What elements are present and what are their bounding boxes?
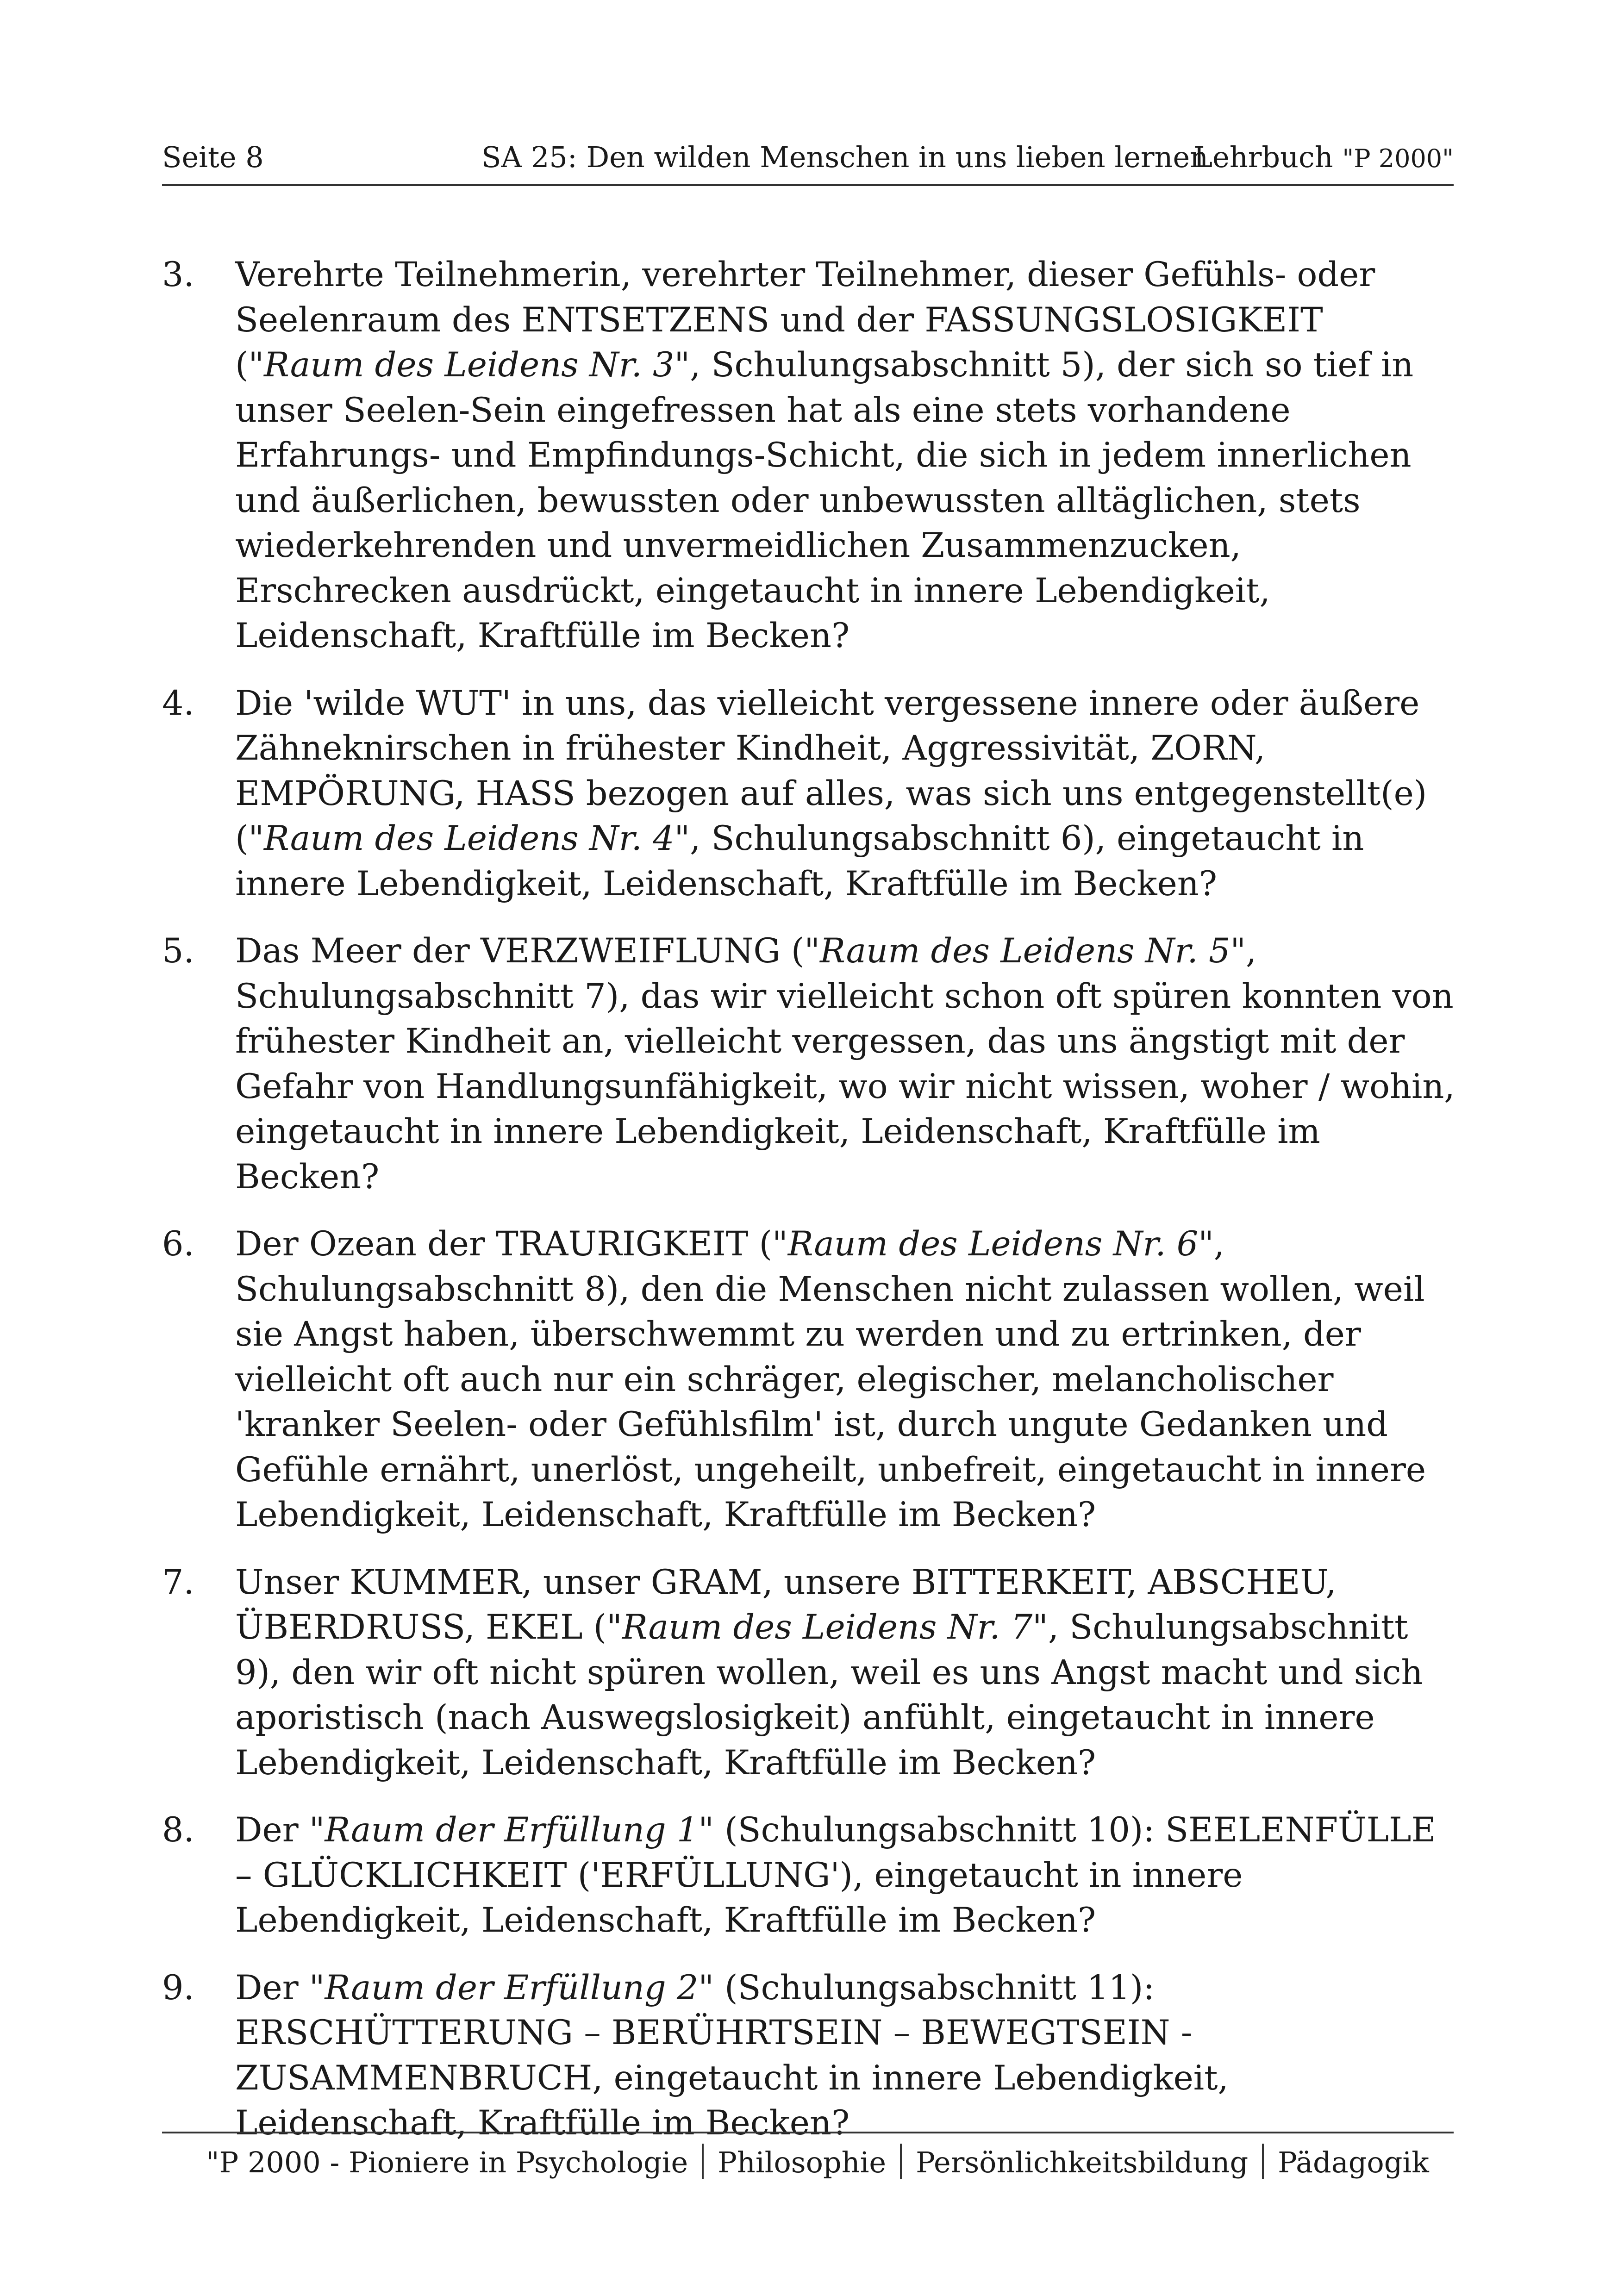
item-text-a: Der xyxy=(235,1810,309,1850)
item-text-a: Der xyxy=(235,1968,309,2008)
item-reference: "Raum des Leidens Nr. 5" xyxy=(804,931,1246,971)
item-reference: "Raum der Erfüllung 2" xyxy=(309,1968,714,2008)
item-text xyxy=(235,1808,1458,1943)
list-item xyxy=(162,1808,1458,1943)
question-list xyxy=(162,252,1458,2168)
list-item xyxy=(162,681,1458,907)
item-text-b: (Schulungsabschnitt 11): ERSCHÜTTERUNG – BERÜHRTSEIN – BEWEGTSEIN - ZUSAMMENBRUCH, eingetaucht in innere Lebendigkeit, Leidenschaft, Kraftfülle im Becken? xyxy=(235,1968,1229,2143)
item-text-b: , Schulungsabschnitt 7), das wir vielleicht schon oft spüren konnten von frühester Kindheit an, vielleicht vergessen, das uns ängstigt mit der Gefahr von Handlungsunfähigkeit, wo wir nicht wissen, woher / wohin, eingetaucht in innere Lebendigkeit, Leidenschaft, Kraftfülle im Becken? xyxy=(235,931,1455,1197)
book-title xyxy=(1193,134,1454,182)
item-text-a: Die 'wilde WUT' in uns, das vielleicht vergessene innere oder äußere Zähneknirschen in frühester Kindheit, Aggressivität, ZORN, EMPÖRUNG, HASS bezogen auf alles, was sich uns entgegenstellt(e) ( xyxy=(235,683,1427,858)
item-number: 9. xyxy=(162,1968,194,2008)
list-item xyxy=(162,929,1458,1199)
item-text-b: , Schulungsabschnitt 9), den wir oft nicht spüren wollen, weil es uns Angst macht und sich aporistisch (nach Auswegslosigkeit) anfühlt, eingetaucht in innere Lebendigkeit, Leidenschaft, Kraftfülle im Becken? xyxy=(235,1608,1423,1783)
item-text-b: , Schulungsabschnitt 8), den die Menschen nicht zulassen wollen, weil sie Angst haben, überschwemmt zu werden und zu ertrinken, der vielleicht oft auch nur ein schräger, elegischer, melancholischer 'kranker Seelen- oder Gefühlsfilm' ist, durch ungute Gedanken und Gefühle ernährt, unerlöst, ungeheilt, unbefreit, eingetaucht in innere Lebendigkeit, Leidenschaft, Kraftfülle im Becken? xyxy=(235,1224,1426,1534)
item-text xyxy=(235,929,1458,1199)
page-header xyxy=(162,134,1454,186)
item-text xyxy=(235,1222,1458,1538)
item-number: 3. xyxy=(162,255,194,294)
item-reference: "Raum des Leidens Nr. 3" xyxy=(248,345,690,385)
book-name: "P 2000" xyxy=(1342,144,1454,173)
item-number: 4. xyxy=(162,683,194,723)
list-item xyxy=(162,1965,1458,2146)
footer-parts xyxy=(206,2147,1443,2183)
list-item xyxy=(162,1560,1458,1786)
footer-divider xyxy=(702,2144,704,2179)
footer-part-philosophie: Philosophie xyxy=(718,2145,887,2180)
footer-divider xyxy=(1262,2144,1264,2179)
item-reference: "Raum des Leidens Nr. 7" xyxy=(606,1608,1048,1647)
item-number: 5. xyxy=(162,931,194,971)
footer-part-paedagogik: Pädagogik xyxy=(1278,2145,1429,2180)
item-reference: "Raum der Erfüllung 1" xyxy=(309,1810,714,1850)
item-text-a: Der Ozean der TRAURIGKEIT ( xyxy=(235,1224,773,1264)
list-item xyxy=(162,1222,1458,1538)
footer-part-persoenlichkeitsbildung: Persönlichkeitsbildung xyxy=(916,2145,1249,2180)
page-number: Seite 8 xyxy=(162,140,264,174)
item-number: 7. xyxy=(162,1562,194,1602)
item-text-a: Das Meer der VERZWEIFLUNG ( xyxy=(235,931,805,971)
list-item xyxy=(162,252,1458,659)
item-text xyxy=(235,1965,1458,2146)
item-reference: "Raum des Leidens Nr. 4" xyxy=(248,819,690,858)
section-title: SA 25: Den wilden Menschen in uns lieben lernen xyxy=(481,140,1209,174)
page-footer xyxy=(162,2132,1454,2189)
footer-part-psychologie: "P 2000 - Pioniere in Psychologie xyxy=(206,2145,688,2180)
item-reference: "Raum des Leidens Nr. 6" xyxy=(772,1224,1214,1264)
item-text xyxy=(235,1560,1458,1786)
item-text-a: Verehrte Teilnehmerin, verehrter Teilnehmer, dieser Gefühls- oder Seelenraum des ENTSETZENS und der FASSUNGSLOSIGKEIT ( xyxy=(235,255,1375,385)
item-text-a: Unser KUMMER, unser GRAM, unsere BITTERKEIT, ABSCHEU, ÜBERDRUSS, EKEL ( xyxy=(235,1562,1337,1647)
item-number: 6. xyxy=(162,1224,194,1264)
item-text-b: , Schulungsabschnitt 5), der sich so tief in unser Seelen-Sein eingefressen hat als eine stets vorhandene Erfahrungs- und Empfindungs-Schicht, die sich in jedem innerlichen und äußerlichen, bewussten oder unbewussten alltäglichen, stets wiederkehrenden und unvermeidlichen Zusammenzucken, Erschrecken ausdrückt, eingetaucht in innere Lebendigkeit, Leidenschaft, Kraftfülle im Becken? xyxy=(235,345,1414,655)
footer-divider xyxy=(900,2144,902,2179)
item-text xyxy=(235,681,1458,907)
item-text-b: , Schulungsabschnitt 6), eingetaucht in innere Lebendigkeit, Leidenschaft, Kraftfülle im Becken? xyxy=(235,819,1364,904)
item-text-b: (Schulungsabschnitt 10): SEELENFÜLLE – GLÜCKLICHKEIT ('ERFÜLLUNG'), eingetaucht in innere Lebendigkeit, Leidenschaft, Kraftfülle im Becken? xyxy=(235,1810,1436,1940)
book-prefix: Lehrbuch xyxy=(1193,140,1333,174)
item-number: 8. xyxy=(162,1810,194,1850)
item-text xyxy=(235,252,1458,659)
